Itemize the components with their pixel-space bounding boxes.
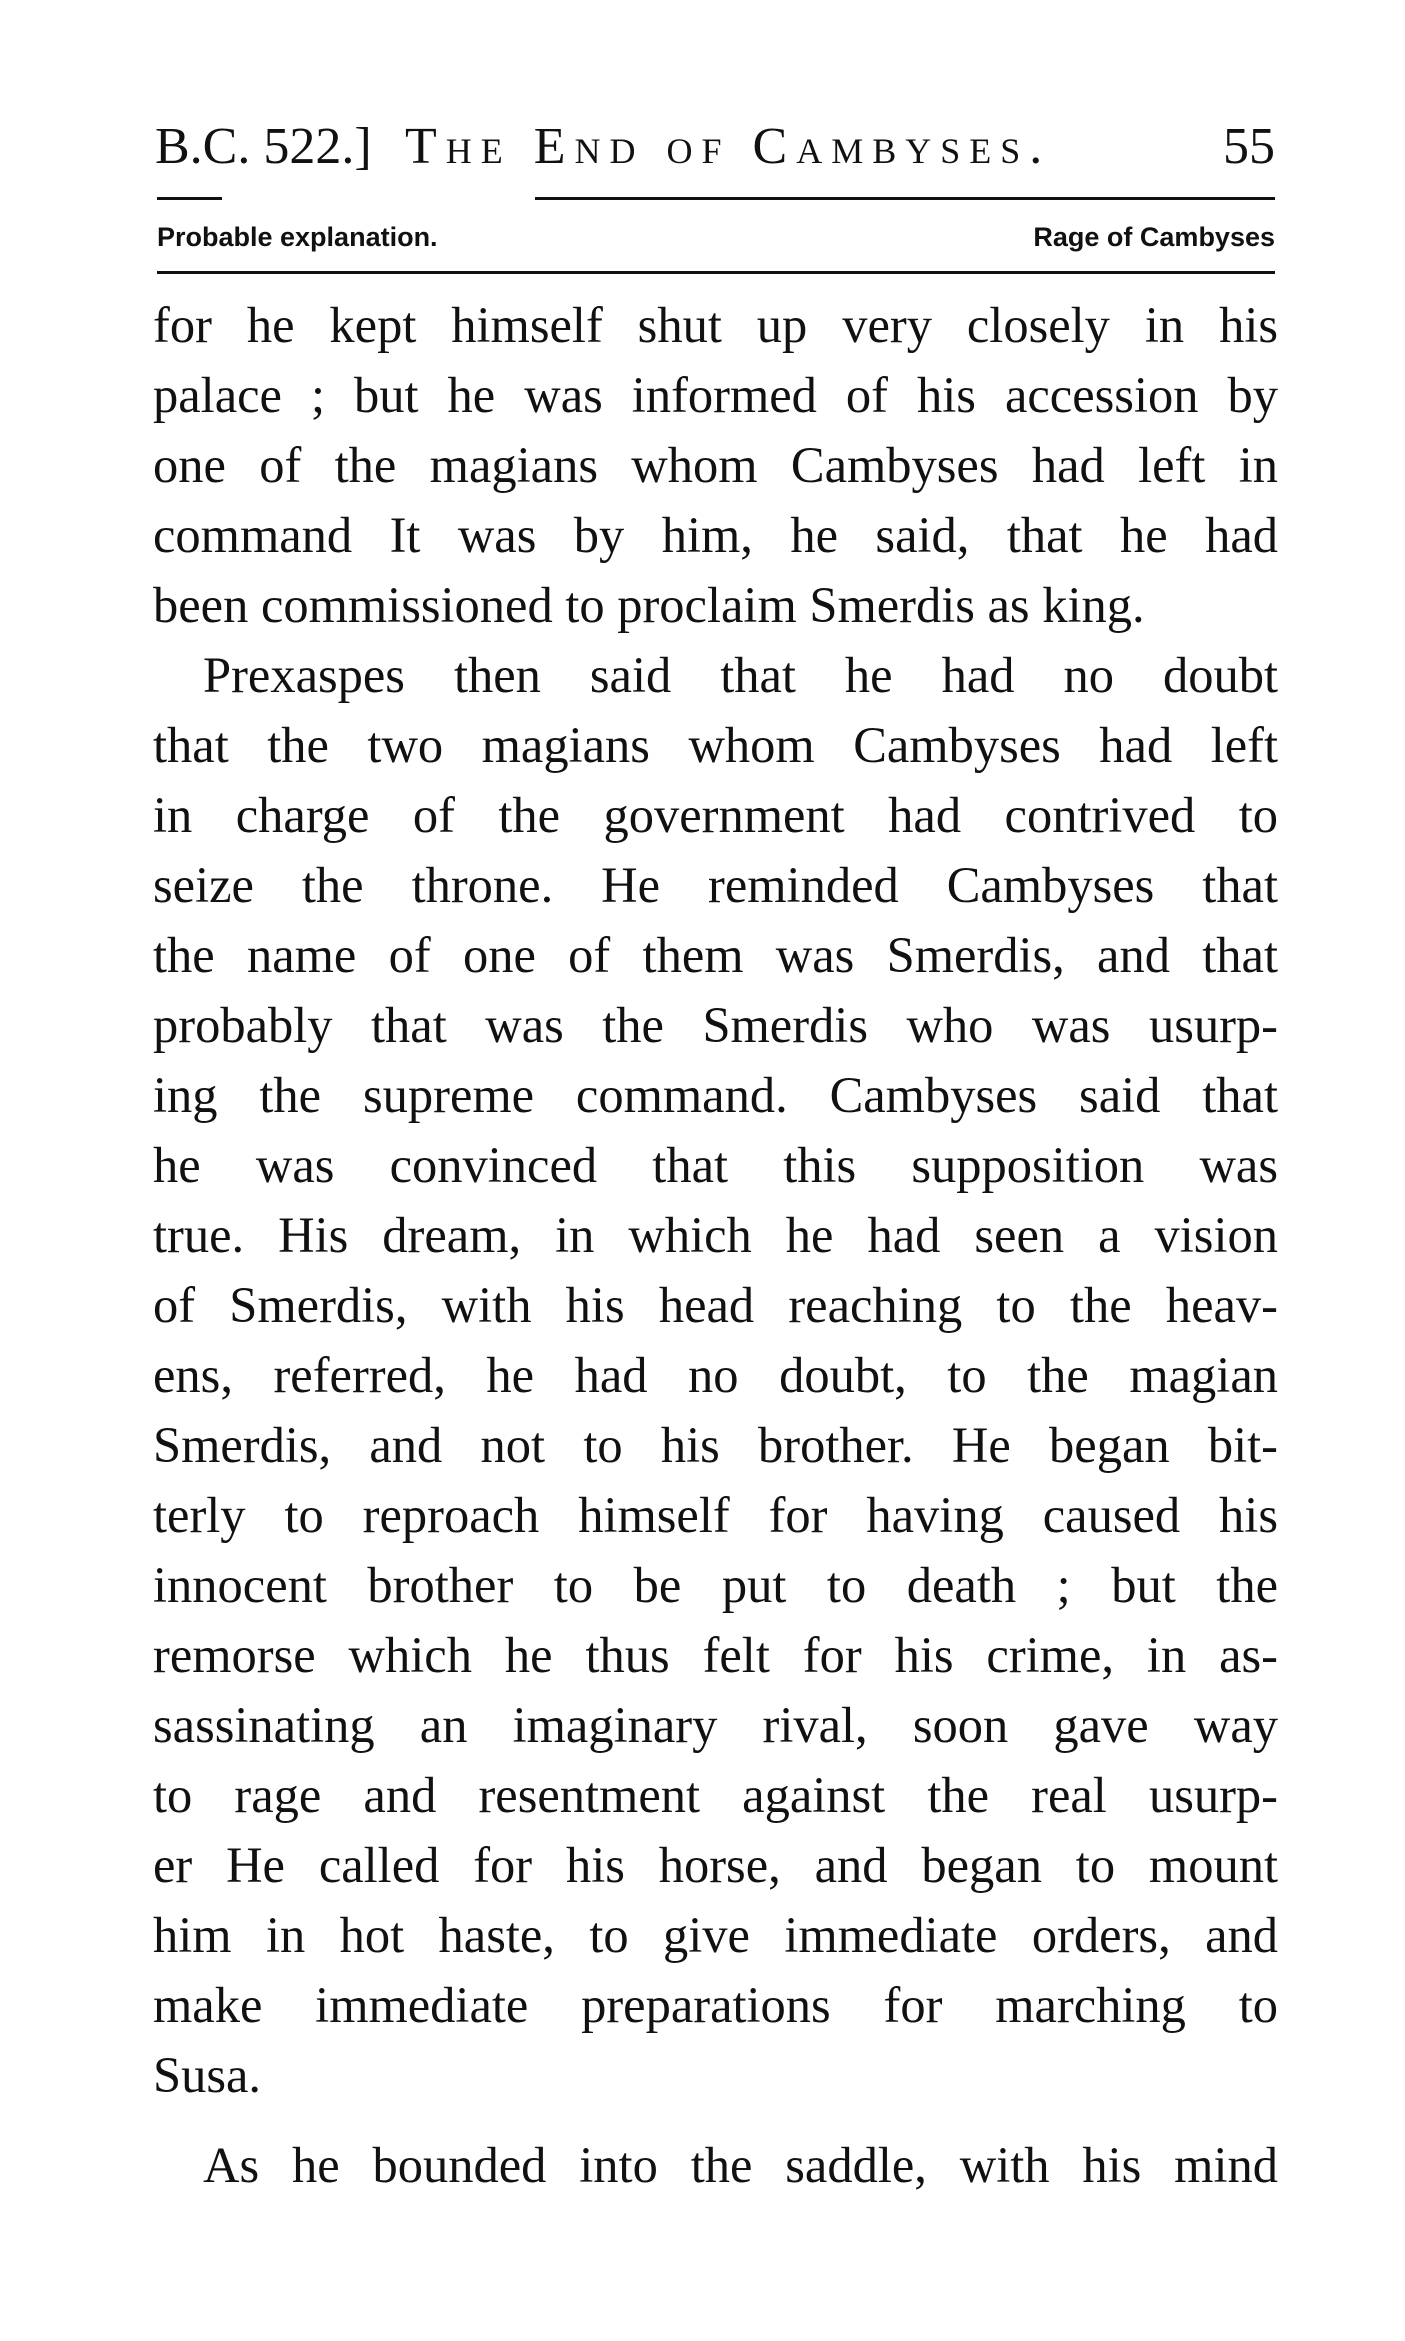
text-line: him in hot haste, to give immediate orders, and <box>153 1907 1278 1963</box>
text-line: Prexaspes then said that he had no doubt <box>203 647 1278 703</box>
text-line: the name of one of them was Smerdis, and that <box>153 927 1278 983</box>
text-line: sassinating an imaginary rival, soon gave way <box>153 1697 1278 1753</box>
text-line: terly to reproach himself for having caused his <box>153 1487 1278 1543</box>
text-line: one of the magians whom Cambyses had left in <box>153 437 1278 493</box>
text-line: probably that was the Smerdis who was usurp- <box>153 997 1278 1053</box>
text-line: for he kept himself shut up very closely in his <box>153 297 1278 353</box>
text-line: he was convinced that this supposition was <box>153 1137 1278 1193</box>
sidenote-left: Probable explanation. <box>157 222 438 252</box>
sidenote-right: Rage of Cambyses <box>1033 222 1275 252</box>
text-line: ing the supreme command. Cambyses said that <box>153 1067 1278 1123</box>
text-line: in charge of the government had contrived to <box>153 787 1278 843</box>
text-line: true. His dream, in which he had seen a vision <box>153 1207 1278 1263</box>
text-line: that the two magians whom Cambyses had left <box>153 717 1278 773</box>
text-line: make immediate preparations for marching to <box>153 1977 1278 2033</box>
header-rule-right <box>535 197 1275 200</box>
text-line: Smerdis, and not to his brother. He began bit- <box>153 1417 1278 1473</box>
header-rule-left <box>157 197 222 200</box>
text-line: As he bounded into the saddle, with his mind <box>203 2137 1278 2193</box>
text-line: innocent brother to be put to death ; but the <box>153 1557 1278 1613</box>
text-line: seize the throne. He reminded Cambyses that <box>153 857 1278 913</box>
page-number: 55 <box>1223 118 1275 175</box>
text-line: command It was by him, he said, that he had <box>153 507 1278 563</box>
sidenote-rule <box>157 271 1275 274</box>
text-line: of Smerdis, with his head reaching to the heav- <box>153 1277 1278 1333</box>
text-line: to rage and resentment against the real usurp- <box>153 1767 1278 1823</box>
text-line: palace ; but he was informed of his accession by <box>153 367 1278 423</box>
sidenotes <box>157 212 1275 262</box>
text-line: Susa. <box>153 2047 262 2103</box>
running-head-title: The End of Cambyses. <box>405 118 1052 175</box>
text-line: er He called for his horse, and began to mount <box>153 1837 1278 1893</box>
running-head-year: B.C. 522.] <box>155 118 372 175</box>
text-line: ens, referred, he had no doubt, to the magian <box>153 1347 1278 1403</box>
running-head <box>155 112 1275 182</box>
text-line: been commissioned to proclaim Smerdis as king. <box>153 577 1145 633</box>
text-line: remorse which he thus felt for his crime, in as- <box>153 1627 1278 1683</box>
